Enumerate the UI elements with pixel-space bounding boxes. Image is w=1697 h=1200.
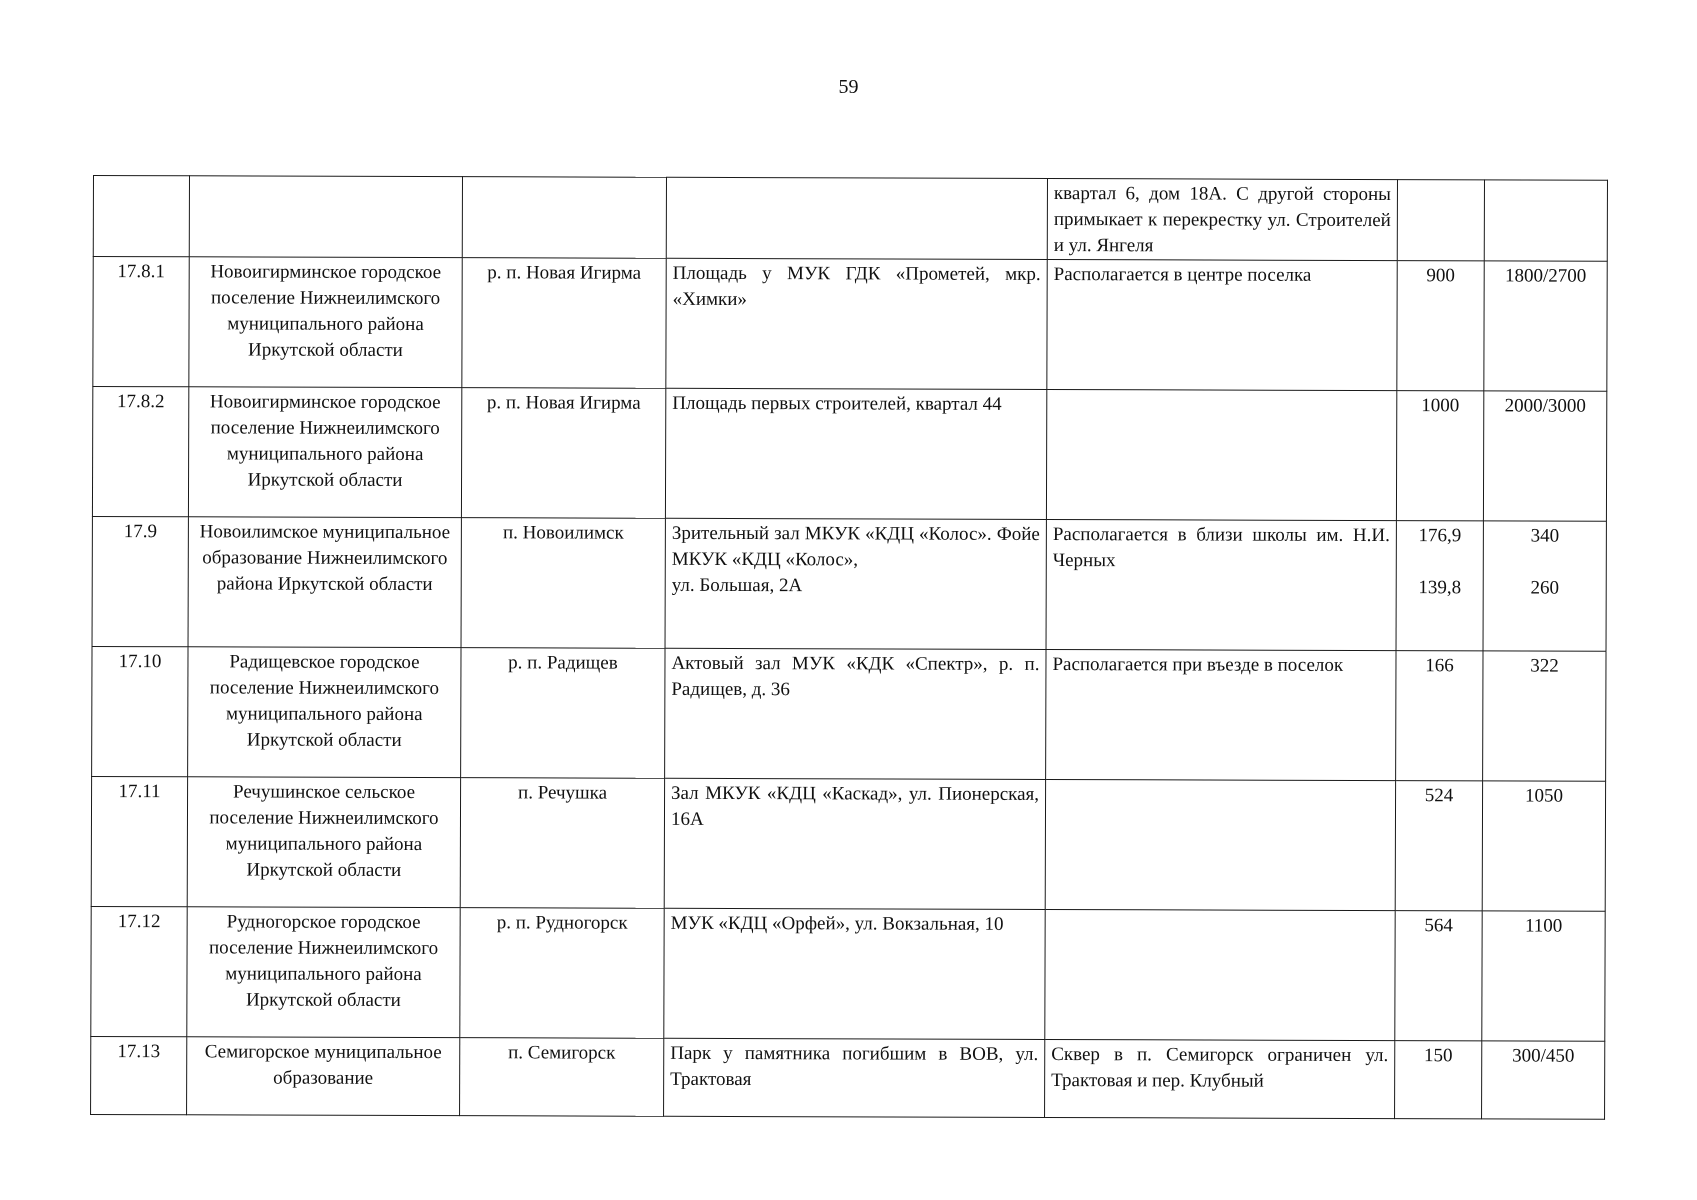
settlement-cell: р. п. Рудногорск [460, 908, 664, 1039]
municipality-cell: Новоилимское муниципальное образование Нижнеилимского района Иркутской области [188, 517, 461, 648]
table-row [92, 516, 1606, 651]
row-number-cell: 17.8.2 [92, 387, 188, 517]
area-cell: 900 [1397, 261, 1484, 391]
place-cell: Парк у памятника погибшим в ВОВ, ул. Трактовая [664, 1038, 1045, 1117]
place-cell: Площадь первых строителей, квартал 44 [665, 388, 1046, 519]
location-cell: Располагается при въезде в поселок [1046, 649, 1396, 780]
municipality-cell: Речушинское сельское поселение Нижнеилимского муниципального района Иркутской области [187, 777, 460, 908]
table-row [92, 646, 1606, 781]
table-row [91, 1036, 1605, 1119]
location-cell: Располагается в близи школы им. Н.И. Черных [1046, 519, 1396, 650]
table-container [90, 175, 1608, 1120]
area-cell: 1000 [1396, 391, 1483, 521]
municipality-cell: Новоигирминское городское поселение Нижнеилимского муниципального района Иркутской области [189, 257, 462, 388]
table-row [93, 176, 1607, 262]
capacity-value-1: 340 [1530, 525, 1560, 547]
place-cell: МУК «КДЦ «Орфей», ул. Вокзальная, 10 [664, 908, 1045, 1039]
place-cell [665, 518, 1046, 649]
place-cell: Зал МКУК «КДЦ «Каскад», ул. Пионерская, 16А [664, 778, 1045, 909]
location-cell [1045, 779, 1395, 910]
row-number-cell: 17.13 [91, 1036, 187, 1114]
capacity-cell: 322 [1483, 651, 1606, 781]
municipality-cell [189, 176, 462, 258]
municipality-cell: Рудногорское городское поселение Нижнеилимского муниципального района Иркутской области [187, 907, 460, 1038]
municipality-cell: Семигорское муниципальное образование [187, 1037, 460, 1116]
row-number-cell: 17.8.1 [93, 257, 189, 387]
row-number-cell: 17.10 [92, 646, 188, 776]
place-cell: Площадь у МУК ГДК «Прометей, мкр. «Химки» [666, 258, 1047, 389]
row-number-cell: 17.11 [91, 776, 187, 906]
municipality-cell: Радищевское городское поселение Нижнеилимского муниципального района Иркутской области [188, 647, 461, 778]
page-number: 59 [838, 76, 859, 98]
settlement-cell: р. п. Новая Игирма [461, 388, 665, 519]
table-row [91, 776, 1605, 911]
capacity-value-2: 260 [1530, 577, 1559, 599]
area-value-1: 176,9 [1418, 525, 1462, 547]
capacity-cell [1484, 180, 1607, 261]
area-cell: 166 [1396, 651, 1483, 781]
capacity-cell: 1050 [1482, 781, 1605, 911]
capacity-cell: 1100 [1482, 911, 1605, 1041]
table-row [92, 387, 1606, 522]
place-cell [666, 177, 1047, 259]
area-value-2: 139,8 [1418, 577, 1462, 599]
place-address-line: ул. Большая, 2А [671, 574, 803, 597]
settlement-cell: п. Речушка [460, 778, 664, 909]
capacity-cell: 1800/2700 [1484, 261, 1607, 391]
area-cell [1397, 180, 1484, 261]
settlement-cell [462, 177, 666, 259]
settlement-cell: р. п. Новая Игирма [462, 258, 666, 389]
location-cell: квартал 6, дом 18А. С другой стороны примыкает к перекрестку ул. Строителей и ул. Янгеля [1047, 178, 1397, 260]
location-cell [1046, 389, 1396, 520]
row-number-cell [93, 176, 189, 257]
capacity-cell: 2000/3000 [1483, 391, 1606, 521]
row-number-cell: 17.9 [92, 516, 188, 646]
table-row [93, 257, 1607, 392]
settlement-cell: п. Новоилимск [461, 518, 665, 649]
settlement-cell: р. п. Радищев [461, 648, 665, 779]
area-cell: 524 [1395, 781, 1482, 911]
row-number-cell: 17.12 [91, 906, 187, 1036]
capacity-cell: 300/450 [1482, 1041, 1605, 1119]
table-row [91, 906, 1605, 1041]
place-line: Зрительный зал МКУК «КДЦ «Колос». Фойе МКУК «КДЦ «Колос», [671, 522, 1040, 571]
location-cell [1045, 909, 1395, 1040]
capacity-cell [1483, 521, 1606, 651]
venues-table [90, 175, 1608, 1120]
area-cell: 150 [1395, 1041, 1482, 1119]
settlement-cell: п. Семигорск [460, 1038, 664, 1117]
area-cell: 564 [1395, 911, 1482, 1041]
area-cell [1396, 521, 1483, 651]
place-cell: Актовый зал МУК «КДК «Спектр», р. п. Радищев, д. 36 [665, 648, 1046, 779]
municipality-cell: Новоигирминское городское поселение Нижнеилимского муниципального района Иркутской области [188, 387, 461, 518]
location-cell: Располагается в центре поселка [1047, 259, 1397, 390]
location-cell: Сквер в п. Семигорск ограничен ул. Трактовая и пер. Клубный [1045, 1039, 1395, 1118]
